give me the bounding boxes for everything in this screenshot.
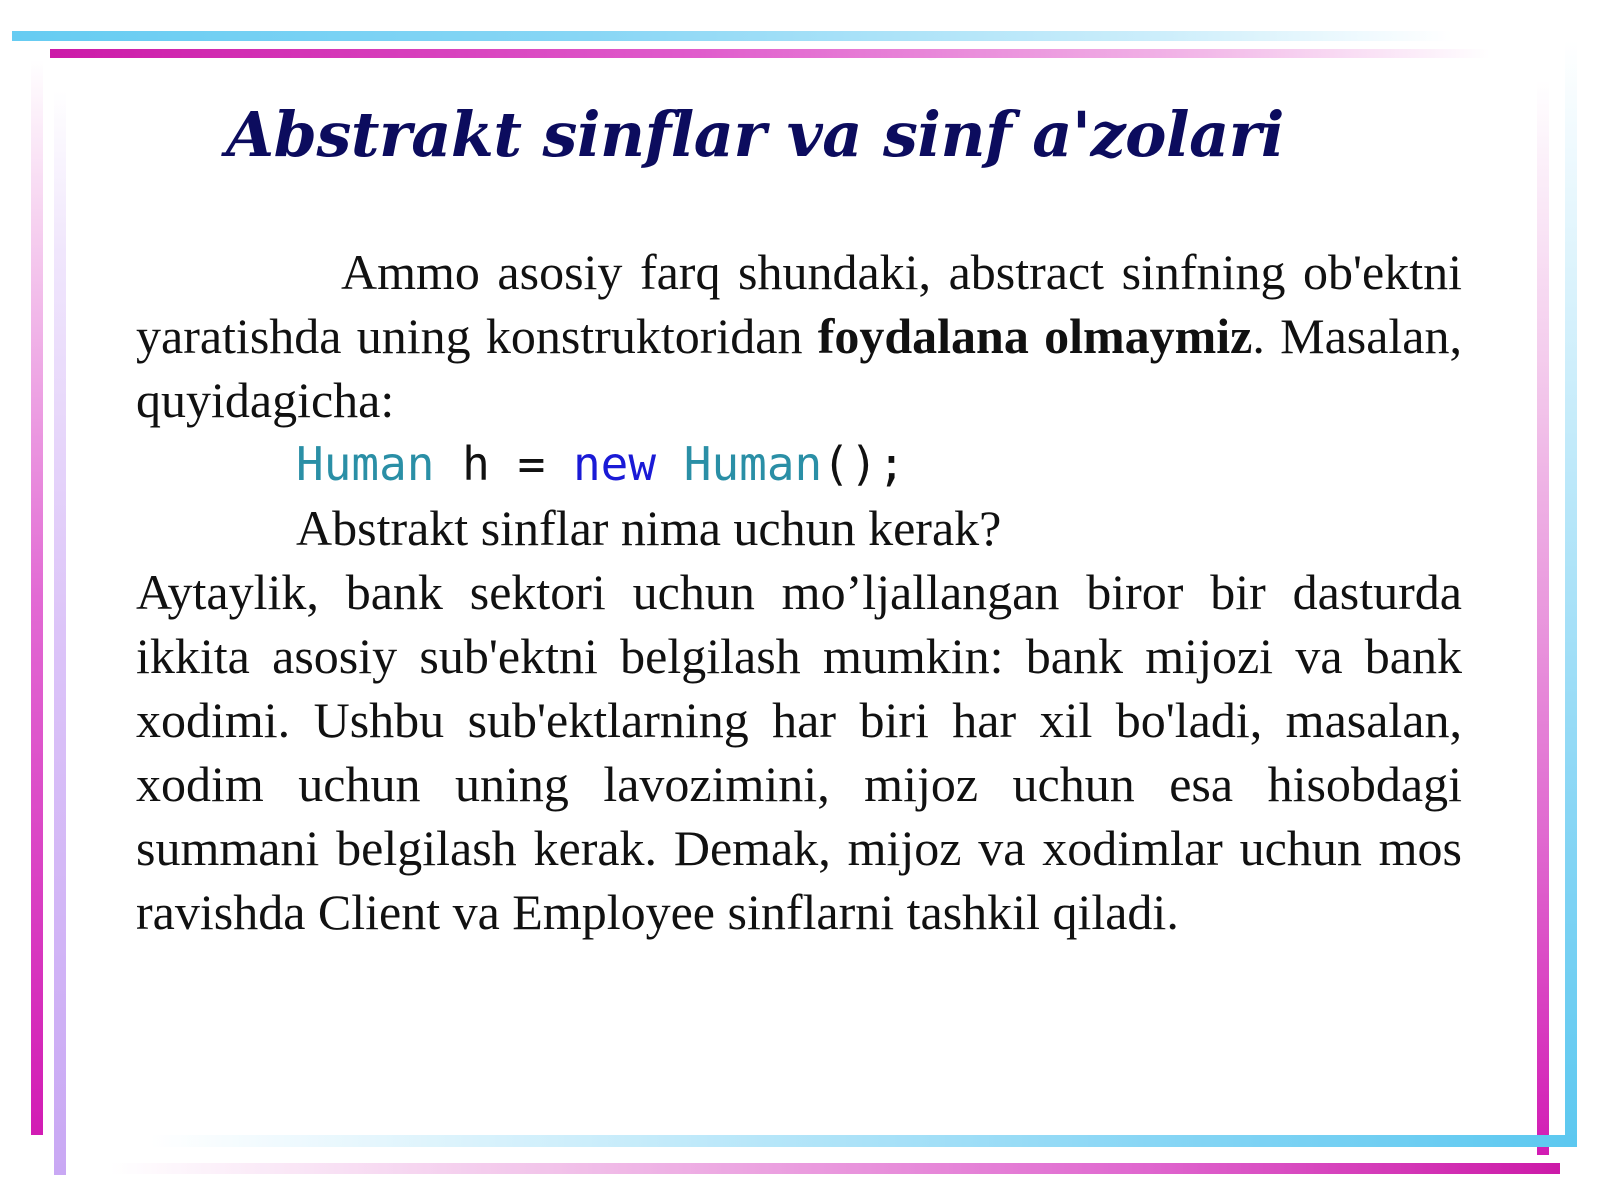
paragraph-intro-text: Ammo asosiy farq shundaki, abstract sinfning ob'ektni yaratishda uning konstruktoridan	[136, 244, 1462, 364]
frame-bottom-inner-line	[110, 1163, 1560, 1174]
slide-body	[136, 240, 1462, 944]
frame-right-inner-line	[1537, 80, 1549, 1155]
frame-top-outer-line	[12, 31, 1452, 41]
code-line	[136, 432, 1462, 496]
frame-left-inner-line	[54, 90, 66, 1175]
code-constructor-name: Human	[683, 437, 823, 491]
frame-bottom-outer-line	[150, 1135, 1577, 1147]
code-tail: ();	[822, 437, 906, 491]
code-variable: h =	[434, 437, 573, 491]
frame-top-inner-line	[50, 49, 1490, 58]
question-line: Abstrakt sinflar nima uchun kerak?	[296, 500, 1002, 556]
frame-right-outer-line	[1565, 40, 1577, 1145]
code-space	[656, 437, 684, 491]
paragraph-bank-example: Aytaylik, bank sektori uchun mo’ljallangan biror bir dasturda ikkita asosiy sub'ektni belgilash mumkin: bank mijozi va bank xodimi. Ushbu sub'ektlarning har biri har xil bo'ladi, masalan, xodim uchun uning lavozimini, mijoz uchun esa hisobdagi summani belgilash kerak. Demak, mijoz va xodimlar uchun mos ravishda Client va Employee sinflarni tashkil qiladi.	[136, 564, 1462, 940]
paragraph-intro-tail: . Masalan, quyidagicha:	[136, 308, 1462, 428]
code-type-name: Human	[296, 437, 435, 491]
paragraph-intro	[136, 240, 1462, 432]
slide-title: Abstrakt sinflar va sinf a'zolari	[226, 98, 1284, 171]
frame-left-outer-line	[31, 60, 43, 1135]
paragraph-intro-bold: foydalana olmaymiz	[817, 308, 1253, 364]
code-keyword: new	[572, 437, 657, 491]
